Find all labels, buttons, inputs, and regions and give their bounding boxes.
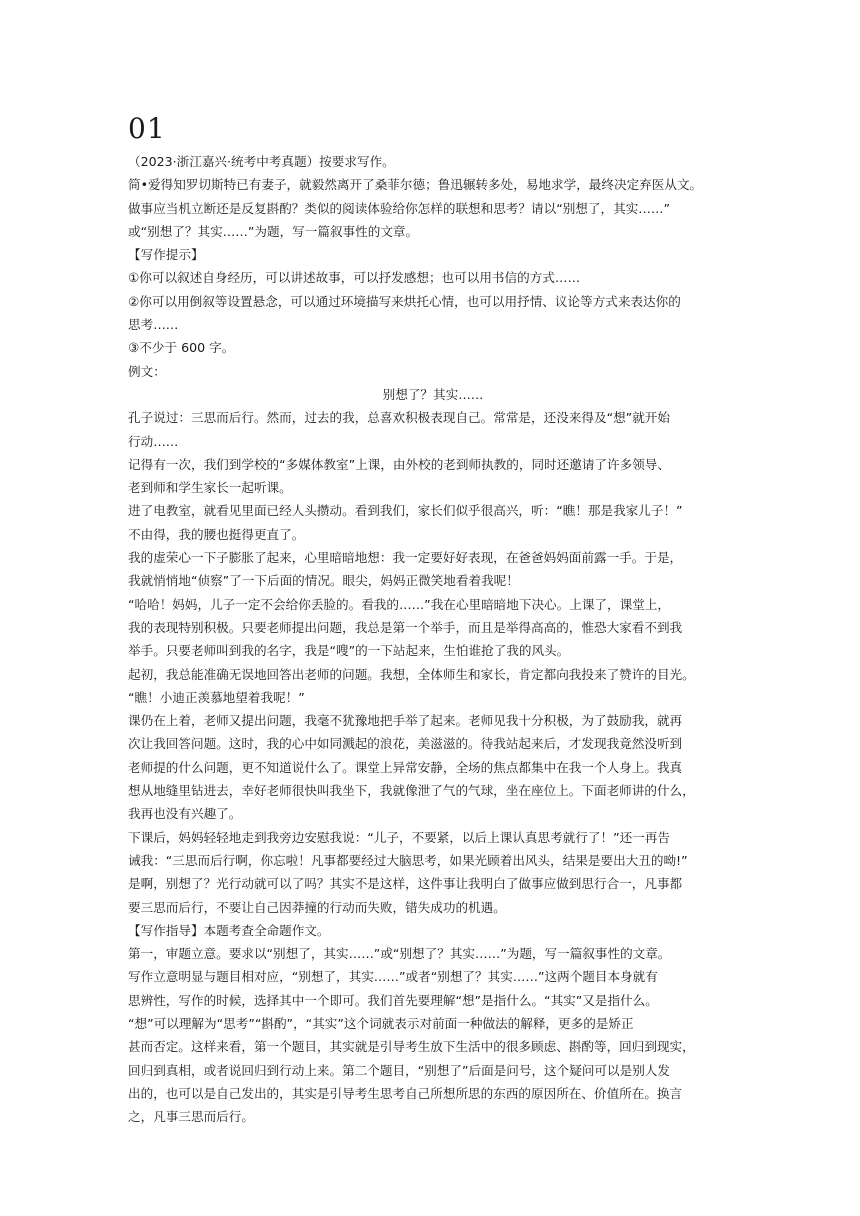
text-line: 我的表现特别积极。只要老师提出问题，我总是第一个举手，而且是举得高高的，惟恐大家看不到我 <box>128 619 683 635</box>
text-line: 之，凡事三思而后行。 <box>128 1109 254 1125</box>
question-number: 01 <box>128 112 166 145</box>
text-line: 是啊，别想了？光行动就可以了吗？其实不是这样，这件事让我明白了做事应做到思行合一，凡事都 <box>128 876 683 892</box>
text-line: “哈哈！妈妈，儿子一定不会给你丢脸的。看我的……”我在心里暗暗地下决心。上课了，课堂上， <box>128 596 670 612</box>
text-line: 出的，也可以是自己发出的，其实是引导考生思考自己所想所思的东西的原因所在、价值所在。换言 <box>128 1085 683 1101</box>
text-line: ②你可以用倒叙等设置悬念，可以通过环境描写来烘托心情，也可以用抒情、议论等方式来表达你的 <box>128 293 681 309</box>
text-line: 简•爱得知罗切斯特已有妻子，就毅然离开了桑菲尔德；鲁迅辗转多处，易地求学，最终决定弃医从文。 <box>128 177 703 193</box>
text-line: “瞧！小迪正羡慕地望着我呢！” <box>128 689 305 705</box>
text-line: 行动…… <box>128 433 179 449</box>
text-line: 第一，审题立意。要求以“别想了，其实……”或“别想了？其实……”为题，写一篇叙事性的文章。 <box>128 946 671 962</box>
document-body <box>128 150 738 1128</box>
text-line: ③不少于 600 字。 <box>128 340 235 356</box>
text-line: 我的虚荣心一下子膨胀了起来，心里暗暗地想：我一定要好好表现，在爸爸妈妈面前露一手。于是， <box>128 550 683 566</box>
text-line: 写作立意明显与题目相对应，“别想了，其实……”或者“别想了？其实……”这两个题目本身就有 <box>128 969 658 985</box>
text-line: 回归到真相，或者说回归到行动上来。第二个题目，“别想了”后面是问号，这个疑问可以是别人发 <box>128 1062 670 1078</box>
sample-essay-title: 别想了？其实…… <box>382 386 484 402</box>
text-line: 举手。只要老师叫到我的名字，我是“嗖”的一下站起来，生怕谁抢了我的风头。 <box>128 643 570 659</box>
text-line: 老师提的什么问题，更不知道说什么了。课堂上异常安静，全场的焦点都集中在我一个人身上。我真 <box>128 759 683 775</box>
text-line: 孔子说过：三思而后行。然而，过去的我，总喜欢积极表现自己。常常是，还没来得及“想”就开始 <box>128 410 670 426</box>
text-line: 或“别想了？其实……”为题，写一篇叙事性的文章。 <box>128 223 419 239</box>
question-source: （2023·浙江嘉兴·统考中考真题）按要求写作。 <box>128 154 395 169</box>
text-line: 思辨性，写作的时候，选择其中一个即可。我们首先要理解“想”是指什么。“其实”又是指什么。 <box>128 992 658 1008</box>
writing-tips-heading: 【写作提示】 <box>128 247 204 263</box>
text-line: 诫我：“三思而后行啊，你忘啦！凡事都要经过大脑思考，如果光顾着出风头，结果是要出大丑的呦!” <box>128 852 688 868</box>
text-line: 我就悄悄地“侦察”了一下后面的情况。眼尖，妈妈正微笑地看着我呢！ <box>128 573 519 589</box>
text-line: 我再也没有兴趣了。 <box>128 806 242 822</box>
text-line: “想”可以理解为“思考”“斟酌”，“其实”这个词就表示对前面一种做法的解释，更多的是矫正 <box>128 1015 634 1031</box>
document-page <box>128 112 738 1128</box>
text-line: 甚而否定。这样来看，第一个题目，其实就是引导考生放下生活中的很多顾虑、斟酌等，回归到现实， <box>128 1039 695 1055</box>
text-line: 记得有一次，我们到学校的“多媒体教室”上课，由外校的老到师执教的，同时还邀请了许多领导、 <box>128 456 670 472</box>
text-line: 次让我回答问题。这时，我的心中如同溅起的浪花，美滋滋的。待我站起来后，才发现我竟然没听到 <box>128 736 683 752</box>
writing-guidance-heading: 【写作指导】本题考查全命题作文。 <box>128 922 330 938</box>
text-line: 课仍在上着，老师又提出问题，我毫不犹豫地把手举了起来。老师见我十分积极，为了鼓励我，就再 <box>128 713 683 729</box>
text-line: ①你可以叙述自身经历，可以讲述故事，可以抒发感想；也可以用书信的方式…… <box>128 270 581 286</box>
text-line: 想从地缝里钻进去，幸好老师很快叫我坐下，我就像泄了气的气球，坐在座位上。下面老师讲的什么， <box>128 783 695 799</box>
text-line: 进了电教室，就看见里面已经人头攒动。看到我们，家长们似乎很高兴，听：“瞧！那是我家儿子！” <box>128 503 683 519</box>
text-line: 起初，我总能准确无误地回答出老师的问题。我想，全体师生和家长，肯定都向我投来了赞许的目光。 <box>128 666 695 682</box>
sample-essay-label: 例文： <box>128 363 166 379</box>
text-line: 下课后，妈妈轻轻地走到我旁边安慰我说：“儿子，不要紧，以后上课认真思考就行了！”还一再告 <box>128 829 670 845</box>
text-line: 要三思而后行，不要让自己因莽撞的行动而失败，错失成功的机遇。 <box>128 899 506 915</box>
text-line: 不由得，我的腰也挺得更直了。 <box>128 526 305 542</box>
text-line: 老到师和学生家长一起听课。 <box>128 480 292 496</box>
text-line: 思考…… <box>128 317 179 333</box>
text-line: 做事应当机立断还是反复斟酌？类似的阅读体验给你怎样的联想和思考？请以“别想了，其实……” <box>128 200 670 216</box>
